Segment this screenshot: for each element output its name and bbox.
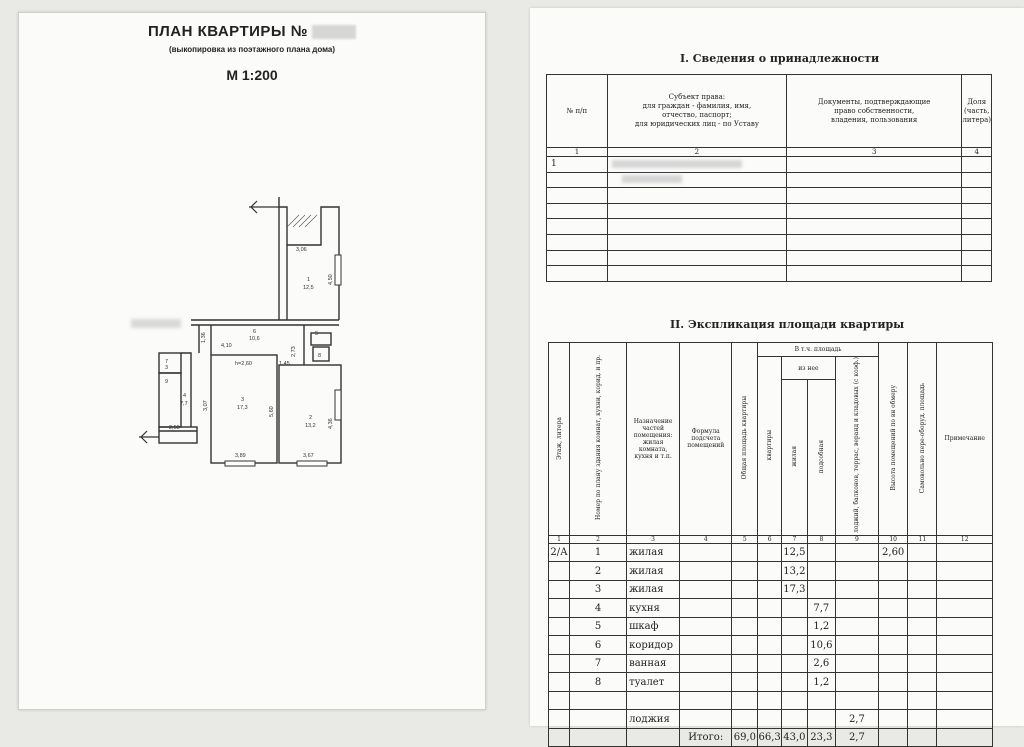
cell-formula (680, 580, 732, 599)
col-share: Доля (часть, литера) (962, 75, 992, 148)
room-5-number: 5 (315, 331, 319, 337)
cell-purpose: шкаф (627, 617, 680, 636)
cell-height (878, 562, 908, 581)
col-note: Примечание (937, 343, 993, 536)
dim-367: 3,67 (303, 453, 314, 459)
section2-title: II. Экспликация площади квартиры (670, 318, 905, 331)
cell-formula (680, 562, 732, 581)
table-row (547, 172, 992, 188)
total-label: Итого: (680, 728, 732, 747)
cell-loggia (835, 691, 878, 710)
cell-height (878, 654, 908, 673)
cell-floor (549, 654, 570, 673)
table-row (549, 673, 993, 692)
dim-410: 4,10 (221, 343, 232, 349)
col-index: 11 (908, 535, 937, 543)
cell-number: 5 (570, 617, 627, 636)
cell-total (732, 673, 758, 692)
cell-living (781, 599, 807, 618)
cell-unauthorized (908, 543, 937, 562)
dim-307: 3,07 (203, 400, 209, 411)
room-3-number: 3 (241, 397, 245, 403)
cell-floor (549, 673, 570, 692)
cell-loggia (835, 580, 878, 599)
col-index: 2 (570, 535, 627, 543)
cell-floor (549, 617, 570, 636)
documents-sheet (530, 8, 1024, 744)
redacted-subject-2 (607, 172, 786, 188)
col-documents: Документы, подтверждающие право собственности, владения, пользования (786, 75, 962, 148)
col-index-2: 2 (607, 148, 786, 157)
cell-total (732, 691, 758, 710)
room-9-number: 9 (165, 379, 169, 385)
cell-note (937, 654, 993, 673)
col-total-area: Общая площадь квартиры (732, 343, 758, 536)
cell-total (732, 654, 758, 673)
room-6-area: 10,6 (249, 336, 260, 342)
dim-450: 4,50 (328, 274, 334, 285)
col-purpose: Назначение частей помещения: жилая комната, кухня и т.п. (627, 343, 680, 536)
cell-purpose: жилая (627, 543, 680, 562)
cell-unauthorized (908, 654, 937, 673)
cell-number: 4 (570, 599, 627, 618)
table-row (547, 157, 992, 173)
room-2-number: 2 (309, 415, 313, 421)
table-row (547, 266, 992, 282)
room-2-area: 13,2 (305, 423, 316, 429)
cell-note (937, 636, 993, 655)
cell-formula (680, 691, 732, 710)
plan-title: ПЛАН КВАРТИРЫ № (19, 23, 485, 40)
col-formula: Формула подсчета помещений (680, 343, 732, 536)
cell-apartment (758, 562, 782, 581)
cell-loggia: 2,7 (835, 710, 878, 729)
section1-title: I. Сведения о принадлежности (680, 52, 880, 65)
table-row (549, 654, 993, 673)
col-index: 4 (680, 535, 732, 543)
cell-total (732, 580, 758, 599)
cell-floor: 2/А (549, 543, 570, 562)
cell-auxiliary: 7,7 (807, 599, 835, 618)
cell-apartment (758, 543, 782, 562)
room-4-area: 7,7 (180, 401, 188, 407)
cell-loggia (835, 673, 878, 692)
col-auxiliary: подсобная (807, 380, 835, 536)
cell-living (781, 673, 807, 692)
room-1-area: 12,5 (303, 285, 314, 291)
col-subject: Субъект права: для граждан - фамилия, имя, отчество, паспорт; для юридических лиц - по Уставу (607, 75, 786, 148)
cell-note (937, 599, 993, 618)
col-unauthorized: Самовольно пере-оборуд. площадь (908, 343, 937, 536)
cell-number: 8 (570, 673, 627, 692)
col-index: 3 (627, 535, 680, 543)
col-num: № п/п (547, 75, 608, 148)
cell-number: 1 (570, 543, 627, 562)
col-index: 5 (732, 535, 758, 543)
table-row (549, 543, 993, 562)
redacted-apartment-number (312, 25, 356, 39)
cell-purpose: жилая (627, 580, 680, 599)
cell-loggia (835, 599, 878, 618)
cell-apartment (758, 691, 782, 710)
cell-formula (680, 636, 732, 655)
cell-floor (549, 580, 570, 599)
cell-total (732, 599, 758, 618)
cell-loggia (835, 543, 878, 562)
cell-living (781, 636, 807, 655)
area-explication-table (548, 342, 993, 747)
cell-auxiliary: 2,6 (807, 654, 835, 673)
cell-apartment (758, 654, 782, 673)
col-index-4: 4 (962, 148, 992, 157)
cell-living (781, 617, 807, 636)
col-index: 10 (878, 535, 908, 543)
cell-unauthorized (908, 599, 937, 618)
cell-note (937, 673, 993, 692)
cell-formula (680, 617, 732, 636)
cell-apartment (758, 636, 782, 655)
cell-floor (549, 562, 570, 581)
table-row (547, 250, 992, 266)
col-floor: Этаж, литера (549, 343, 570, 536)
cell-note (937, 543, 993, 562)
col-index: 7 (781, 535, 807, 543)
table-row (549, 599, 993, 618)
total-living: 43,0 (781, 728, 807, 747)
room-1-number: 1 (307, 277, 311, 283)
cell-number (570, 691, 627, 710)
ownership-table (546, 74, 992, 282)
col-living: жилая (781, 380, 807, 536)
cell-living: 13,2 (781, 562, 807, 581)
cell-note (937, 580, 993, 599)
table-row (549, 691, 993, 710)
col-index: 6 (758, 535, 782, 543)
cell-apartment (758, 617, 782, 636)
cell-purpose: коридор (627, 636, 680, 655)
cell-total (732, 617, 758, 636)
cell-height (878, 673, 908, 692)
cell-height (878, 580, 908, 599)
col-index-3: 3 (786, 148, 962, 157)
cell-auxiliary (807, 543, 835, 562)
cell-number: 6 (570, 636, 627, 655)
cell-purpose: ванная (627, 654, 680, 673)
cell-living: 12,5 (781, 543, 807, 562)
redacted-subject (607, 157, 786, 173)
cell-number: 7 (570, 654, 627, 673)
plan-subtitle: (выкопировка из поэтажного плана дома) (168, 45, 336, 54)
col-apartment: квартиры (758, 357, 782, 536)
plan-scale: М 1:200 (226, 67, 278, 83)
cell-height (878, 599, 908, 618)
table-row (547, 188, 992, 204)
col-index: 1 (549, 535, 570, 543)
cell-purpose (627, 691, 680, 710)
cell-note (937, 691, 993, 710)
cell-loggia (835, 617, 878, 636)
cell-floor (549, 599, 570, 618)
cell-formula (680, 654, 732, 673)
column-numbers (549, 535, 993, 543)
cell-note (937, 562, 993, 581)
cell-auxiliary (807, 691, 835, 710)
cell-unauthorized (908, 617, 937, 636)
cell-apartment (758, 580, 782, 599)
cell-loggia (835, 636, 878, 655)
dim-560: 5,60 (269, 406, 275, 417)
cell-unauthorized (908, 691, 937, 710)
col-index: 12 (937, 535, 993, 543)
cell-apartment (758, 599, 782, 618)
table-row (549, 617, 993, 636)
col-loggia: лоджий, балконов, террас, веранд и кладовых (с коэф.) (835, 357, 878, 536)
col-index-1: 1 (547, 148, 608, 157)
cell-unauthorized (908, 580, 937, 599)
total-loggia: 2,7 (835, 728, 878, 747)
floor-plan-sheet (18, 12, 486, 710)
cell-purpose: лоджия (627, 710, 680, 729)
dim-436: 4,36 (328, 418, 334, 429)
cell-formula (680, 543, 732, 562)
cell-living: 17,3 (781, 580, 807, 599)
cell-total (732, 562, 758, 581)
table-row (549, 562, 993, 581)
cell-loggia (835, 562, 878, 581)
cell-auxiliary (807, 580, 835, 599)
room-4-number: 4 (183, 393, 187, 399)
floor-plan-drawing (129, 185, 359, 485)
cell-unauthorized (908, 673, 937, 692)
row-number: 1 (547, 157, 608, 173)
col-index: 8 (807, 535, 835, 543)
table-row (547, 219, 992, 235)
cell-living (781, 654, 807, 673)
cell-unauthorized (908, 562, 937, 581)
total-row (549, 728, 993, 747)
dim-250: 2,50 (169, 425, 180, 431)
cell-number: 3 (570, 580, 627, 599)
table-row (549, 580, 993, 599)
room-3-area: 17,3 (237, 405, 248, 411)
dim-306: 3,06 (296, 247, 307, 253)
col-of-which: из нее (781, 357, 835, 380)
cell-living (781, 691, 807, 710)
cell-height (878, 691, 908, 710)
cell-floor (549, 636, 570, 655)
dim-136: 1,36 (201, 332, 207, 343)
total-apartment: 66,3 (758, 728, 782, 747)
cell-formula (680, 599, 732, 618)
total-auxiliary: 23,3 (807, 728, 835, 747)
cell-formula (680, 673, 732, 692)
cell-auxiliary: 1,2 (807, 617, 835, 636)
room-6-number: 6 (253, 329, 257, 335)
ceiling-height: h=2,60 (235, 361, 252, 367)
col-incl-area: В т.ч. площадь (758, 343, 879, 357)
col-index: 9 (835, 535, 878, 543)
col-room-number: Номер по плану здания комнат, кухни, корид. и пр. (570, 343, 627, 536)
cell-note (937, 617, 993, 636)
cell-floor (549, 691, 570, 710)
cell-height (878, 617, 908, 636)
cell-purpose: туалет (627, 673, 680, 692)
dim-145: 1,45 (279, 361, 290, 367)
dim-389: 3,89 (235, 453, 246, 459)
dim-273: 2,73 (291, 346, 297, 357)
table-row (549, 636, 993, 655)
cell-apartment (758, 673, 782, 692)
cell-purpose: жилая (627, 562, 680, 581)
cell-total (732, 636, 758, 655)
room-7-number: 7 (165, 359, 169, 365)
total-area: 69,0 (732, 728, 758, 747)
cell-auxiliary: 1,2 (807, 673, 835, 692)
cell-total (732, 543, 758, 562)
cell-height: 2,60 (878, 543, 908, 562)
room-3b-number: 3 (165, 365, 169, 371)
cell-purpose: кухня (627, 599, 680, 618)
cell-unauthorized (908, 636, 937, 655)
cell-auxiliary (807, 562, 835, 581)
cell-number: 2 (570, 562, 627, 581)
col-height: Высота помещений по вн обмеру (878, 343, 908, 536)
cell-auxiliary: 10,6 (807, 636, 835, 655)
table-row (547, 203, 992, 219)
table-row (547, 234, 992, 250)
cell-height (878, 636, 908, 655)
room-8-number: 8 (318, 353, 322, 359)
cell-loggia (835, 654, 878, 673)
